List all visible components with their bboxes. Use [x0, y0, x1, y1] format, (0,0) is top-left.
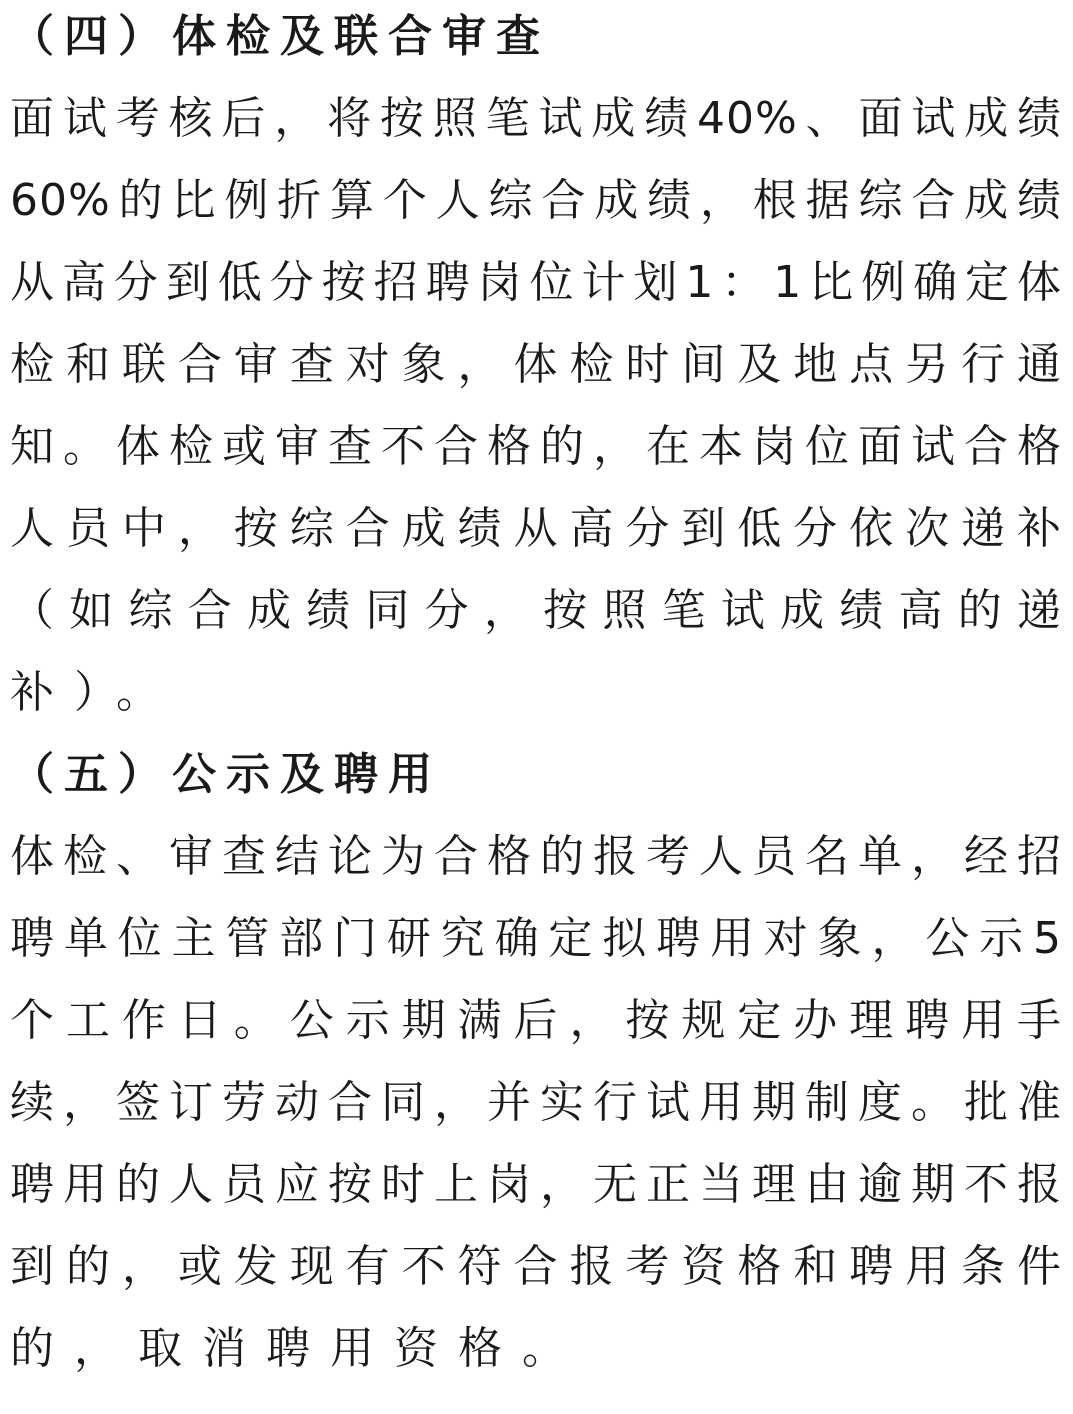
paragraph-line: 60%的比例折算个人综合成绩，根据综合成绩: [10, 175, 1062, 226]
paragraph-line: 检和联合审查对象，体检时间及地点另行通: [10, 339, 1062, 390]
paragraph-line: 面试考核后，将按照笔试成绩40%、面试成绩: [10, 93, 1062, 144]
paragraph-line: （如综合成绩同分，按照笔试成绩高的递: [10, 585, 1062, 636]
section-4-heading: （四）体检及联合审查: [10, 11, 550, 62]
paragraph-line: 从高分到低分按招聘岗位计划1：1比例确定体: [10, 257, 1062, 308]
paragraph-line: 人员中，按综合成绩从高分到低分依次递补: [10, 503, 1062, 554]
paragraph-line: 个工作日。公示期满后，按规定办理聘用手: [10, 995, 1062, 1046]
paragraph-line: 补）。: [10, 667, 180, 718]
paragraph-line: 到的，或发现有不符合报考资格和聘用条件: [10, 1241, 1062, 1292]
document-body: [10, 0, 1062, 1390]
paragraph-line: 体检、审查结论为合格的报考人员名单，经招: [10, 831, 1062, 882]
paragraph-line: 聘用的人员应按时上岗，无正当理由逾期不报: [10, 1159, 1062, 1210]
paragraph-line: 知。体检或审查不合格的，在本岗位面试合格: [10, 421, 1062, 472]
section-5-heading: （五）公示及聘用: [10, 749, 442, 800]
paragraph-line: 续，签订劳动合同，并实行试用期制度。批准: [10, 1077, 1062, 1128]
paragraph-line: 的，取消聘用资格。: [10, 1323, 586, 1374]
section-4-paragraph: [10, 78, 1062, 734]
paragraph-line: 聘单位主管部门研究确定拟聘用对象，公示5: [10, 913, 1062, 964]
section-5-paragraph: [10, 816, 1062, 1390]
